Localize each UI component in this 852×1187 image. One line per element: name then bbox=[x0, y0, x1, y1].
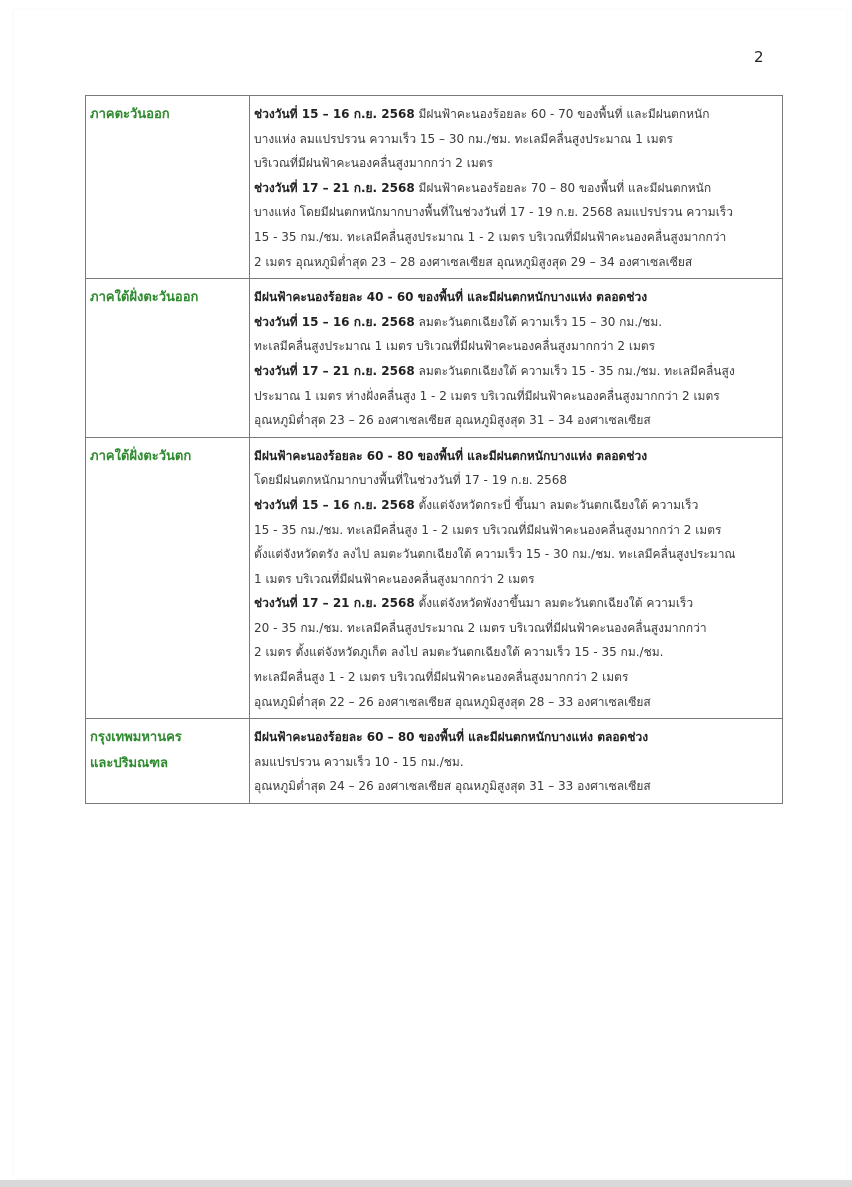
forecast-line bbox=[254, 102, 778, 127]
region-cell bbox=[86, 437, 250, 719]
forecast-line-text: 2 เมตร อุณหภูมิต่ำสุด 23 – 28 องศาเซลเซียส อุณหภูมิสูงสุด 29 – 34 องศาเซลเซียส bbox=[254, 254, 693, 269]
forecast-line-text: อุณหภูมิต่ำสุด 22 – 26 องศาเซลเซียส อุณหภูมิสูงสุด 28 – 33 องศาเซลเซียส bbox=[254, 694, 651, 709]
forecast-line-text: บริเวณที่มีฝนฟ้าคะนองคลื่นสูงมากกว่า 2 เมตร bbox=[254, 156, 494, 171]
forecast-line-text: 15 - 35 กม./ชม. ทะเลมีคลื่นสูงประมาณ 1 - 2 เมตร บริเวณที่มีฝนฟ้าคะนองคลื่นสูงมากกว่า bbox=[254, 229, 727, 244]
forecast-line bbox=[254, 774, 778, 799]
forecast-row bbox=[86, 96, 783, 279]
forecast-line bbox=[254, 468, 778, 493]
forecast-line-text: อุณหภูมิต่ำสุด 24 – 26 องศาเซลเซียส อุณหภูมิสูงสุด 31 – 33 องศาเซลเซียส bbox=[254, 779, 651, 794]
forecast-row bbox=[86, 437, 783, 719]
forecast-line-text: ประมาณ 1 เมตร ห่างฝั่งคลื่นสูง 1 - 2 เมตร บริเวณที่มีฝนฟ้าคะนองคลื่นสูงมากกว่า 2 เมตร bbox=[254, 388, 720, 403]
forecast-line bbox=[254, 591, 778, 616]
forecast-line bbox=[254, 310, 778, 335]
forecast-line bbox=[254, 640, 778, 665]
forecast-line bbox=[254, 616, 778, 641]
forecast-line-heading: มีฝนฟ้าคะนองร้อยละ 60 – 80 ของพื้นที่ และมีฝนตกหนักบางแห่ง ตลอดช่วง bbox=[254, 730, 649, 745]
forecast-line-text: ลมแปรปรวน ความเร็ว 10 - 15 กม./ชม. bbox=[254, 754, 464, 769]
forecast-line-text: 2 เมตร ตั้งแต่จังหวัดภูเก็ต ลงไป ลมตะวันตกเฉียงใต้ ความเร็ว 15 - 35 กม./ชม. bbox=[254, 645, 664, 660]
forecast-line-text: ทะเลมีคลื่นสูงประมาณ 1 เมตร บริเวณที่มีฝนฟ้าคะนองคลื่นสูงมากกว่า 2 เมตร bbox=[254, 339, 656, 354]
forecast-line-text: 1 เมตร บริเวณที่มีฝนฟ้าคะนองคลื่นสูงมากกว่า 2 เมตร bbox=[254, 571, 535, 586]
forecast-line-text: ตั้งแต่จังหวัดพังงาขึ้นมา ลมตะวันตกเฉียงใต้ ความเร็ว bbox=[414, 596, 694, 611]
forecast-details-cell bbox=[250, 96, 783, 279]
forecast-line bbox=[254, 750, 778, 775]
forecast-line-heading: ช่วงวันที่ 15 – 16 ก.ย. 2568 bbox=[254, 107, 415, 121]
forecast-line-heading: ช่วงวันที่ 17 – 21 ก.ย. 2568 bbox=[254, 180, 415, 195]
forecast-line-text: บางแห่ง โดยมีฝนตกหนักมากบางพื้นที่ในช่วงวันที่ 17 - 19 ก.ย. 2568 ลมแปรปรวน ความเร็ว bbox=[254, 205, 733, 220]
forecast-line bbox=[254, 408, 778, 433]
forecast-line-text: โดยมีฝนตกหนักมากบางพื้นที่ในช่วงวันที่ 17 - 19 ก.ย. 2568 bbox=[254, 473, 568, 488]
forecast-line bbox=[254, 725, 778, 750]
forecast-line-text: ลมตะวันตกเฉียงใต้ ความเร็ว 15 - 35 กม./ชม. ทะเลมีคลื่นสูง bbox=[414, 363, 735, 378]
forecast-row bbox=[86, 279, 783, 438]
forecast-line bbox=[254, 151, 778, 176]
region-name: ภาคตะวันออก bbox=[90, 107, 170, 122]
forecast-line-heading: ช่วงวันที่ 17 – 21 ก.ย. 2568 bbox=[254, 363, 415, 378]
forecast-line bbox=[254, 567, 778, 592]
region-name: และปริมณฑล bbox=[90, 756, 168, 772]
region-name: ภาคใต้ฝั่งตะวันออก bbox=[90, 290, 199, 306]
forecast-line bbox=[254, 176, 778, 201]
region-cell bbox=[86, 719, 250, 804]
forecast-row bbox=[86, 719, 783, 804]
forecast-line bbox=[254, 665, 778, 690]
forecast-line bbox=[254, 250, 778, 275]
forecast-line-heading: มีฝนฟ้าคะนองร้อยละ 40 - 60 ของพื้นที่ และมีฝนตกหนักบางแห่ง ตลอดช่วง bbox=[254, 290, 648, 305]
region-name: ภาคใต้ฝั่งตะวันตก bbox=[90, 448, 192, 464]
viewer-bottom-bar bbox=[0, 1180, 852, 1187]
forecast-line-text: ตั้งแต่จังหวัดตรัง ลงไป ลมตะวันตกเฉียงใต้ ความเร็ว 15 - 30 กม./ชม. ทะเลมีคลื่นสูงประมาณ bbox=[254, 547, 736, 562]
forecast-line bbox=[254, 359, 778, 384]
forecast-line-text: ลมตะวันตกเฉียงใต้ ความเร็ว 15 – 30 กม./ชม. bbox=[414, 314, 663, 329]
page-number: 2 bbox=[754, 48, 764, 66]
forecast-line-text: ตั้งแต่จังหวัดกระบี่ ขึ้นมา ลมตะวันตกเฉียงใต้ ความเร็ว bbox=[414, 497, 699, 512]
region-name: กรุงเทพมหานคร bbox=[90, 730, 182, 746]
forecast-line bbox=[254, 493, 778, 518]
region-cell bbox=[86, 279, 250, 438]
forecast-line bbox=[254, 444, 778, 469]
forecast-line-heading: ช่วงวันที่ 15 – 16 ก.ย. 2568 bbox=[254, 314, 415, 329]
forecast-line-text: 20 - 35 กม./ชม. ทะเลมีคลื่นสูงประมาณ 2 เมตร บริเวณที่มีฝนฟ้าคะนองคลื่นสูงมากกว่า bbox=[254, 620, 707, 635]
forecast-line-heading: ช่วงวันที่ 15 – 16 ก.ย. 2568 bbox=[254, 497, 415, 512]
forecast-line bbox=[254, 384, 778, 409]
forecast-line bbox=[254, 690, 778, 715]
forecast-line-heading: มีฝนฟ้าคะนองร้อยละ 60 - 80 ของพื้นที่ และมีฝนตกหนักบางแห่ง ตลอดช่วง bbox=[254, 448, 648, 463]
forecast-details-cell bbox=[250, 279, 783, 438]
forecast-table bbox=[85, 95, 783, 804]
forecast-line bbox=[254, 542, 778, 567]
forecast-line-text: มีฝนฟ้าคะนองร้อยละ 60 - 70 ของพื้นที่ และมีฝนตกหนัก bbox=[414, 107, 710, 121]
forecast-table-body bbox=[86, 96, 783, 804]
forecast-details-cell bbox=[250, 437, 783, 719]
forecast-line-text: ทะเลมีคลื่นสูง 1 - 2 เมตร บริเวณที่มีฝนฟ้าคะนองคลื่นสูงมากกว่า 2 เมตร bbox=[254, 670, 629, 685]
forecast-line bbox=[254, 518, 778, 543]
forecast-line bbox=[254, 334, 778, 359]
forecast-line-text: อุณหภูมิต่ำสุด 23 – 26 องศาเซลเซียส อุณหภูมิสูงสุด 31 – 34 องศาเซลเซียส bbox=[254, 413, 651, 428]
forecast-line bbox=[254, 225, 778, 250]
forecast-line bbox=[254, 200, 778, 225]
forecast-line bbox=[254, 127, 778, 152]
forecast-line-heading: ช่วงวันที่ 17 – 21 ก.ย. 2568 bbox=[254, 596, 415, 611]
region-cell bbox=[86, 96, 250, 279]
forecast-line-text: 15 - 35 กม./ชม. ทะเลมีคลื่นสูง 1 - 2 เมตร บริเวณที่มีฝนฟ้าคะนองคลื่นสูงมากกว่า 2 เมตร bbox=[254, 522, 722, 537]
forecast-details-cell bbox=[250, 719, 783, 804]
forecast-line bbox=[254, 285, 778, 310]
forecast-line-text: บางแห่ง ลมแปรปรวน ความเร็ว 15 – 30 กม./ชม. ทะเลมีคลื่นสูงประมาณ 1 เมตร bbox=[254, 131, 673, 146]
forecast-line-text: มีฝนฟ้าคะนองร้อยละ 70 – 80 ของพื้นที่ และมีฝนตกหนัก bbox=[414, 180, 712, 195]
